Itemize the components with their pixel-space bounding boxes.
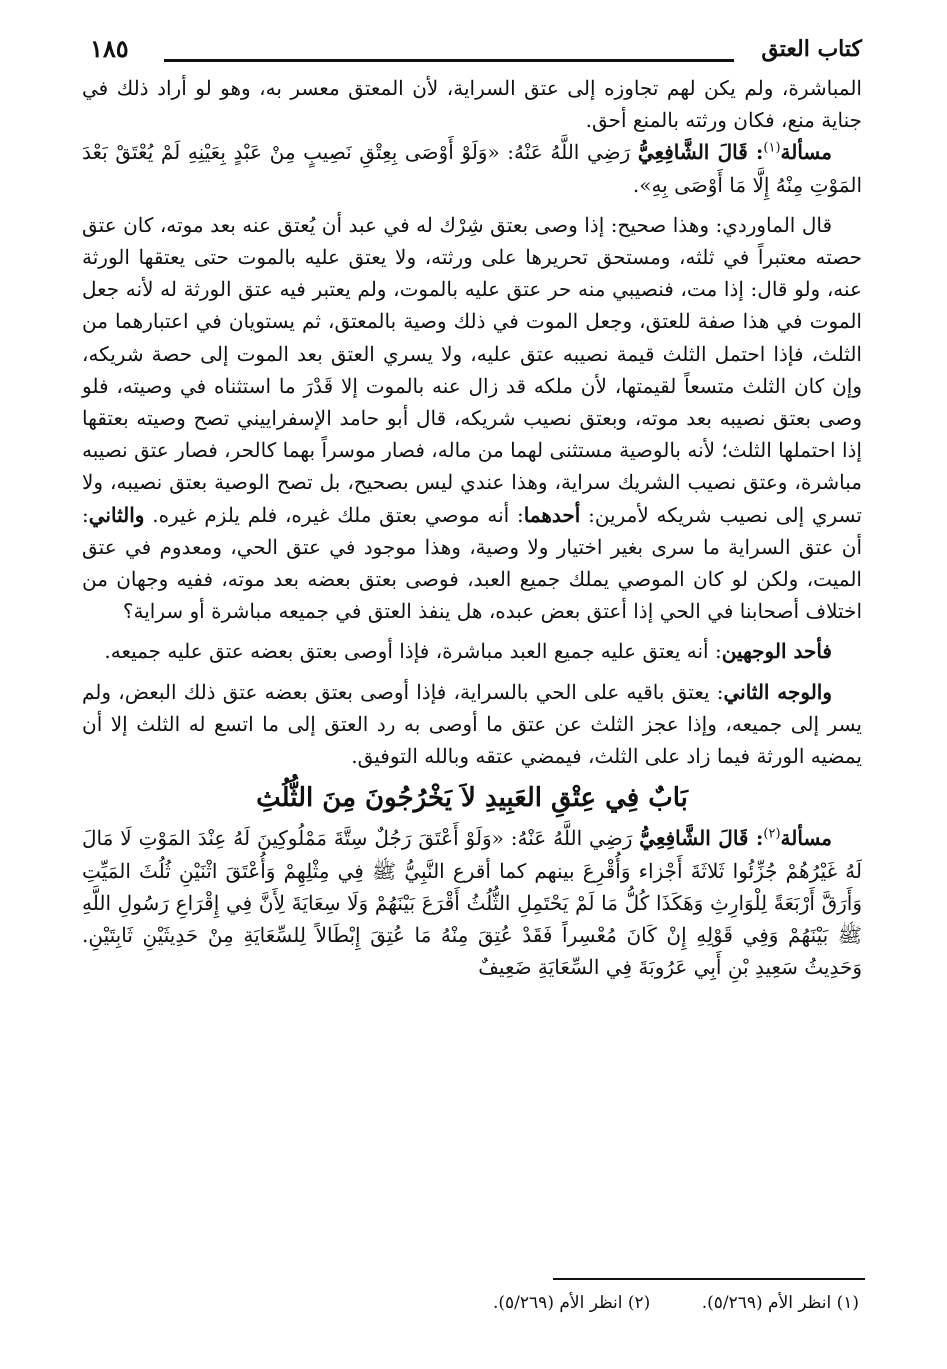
first-view-label: فأحد الوجهين: [721, 639, 832, 664]
commentary-text: قال الماوردي: وهذا صحيح: إذا وصى بعتق شِرْك له في عبد أن يُعتق عنه بعد موته، كان عتق حصته معتبراً في ثلثه، ومستحق تحريرها على ورثته، ولا يعتق عليه بالموت حتى يعتقها الورثة عنه، ولو قال: إذا مت، فنصيبي منه حر عتق عليه بالموت، ولم يعتبر فيه عتق الورثة له لأنه جعل الموت في هذا صفة للعتق، وجعل الموت في ذلك وصية بالمعتق، ثم يستويان في اعتبارهما من الثلث، فإذا احتمل الثلث قيمة نصيبه عتق عليه، ولا يسري العتق بعد الموت إلى حصة شريكه، وإن كان الثلث متسعاً لقيمتها، لأن ملكه قد زال عنه بالموت إلا قَدْرَ ما استثناه في وصيته، فلو وصى بعتق نصيبه بعد موته، وبعتق نصيب شريكه، قال أبو حامد الإسفراييني تصح وصيته بعتقها إذا احتملها الثلث؛ لأنه بالوصية مستثنى لهما من ماله، فصار موسراً بهما كالحر، فصار عتق نصيبه مباشرة، وعتق نصيب الشريك سراية، وهذا عندي ليس بصحيح، بل تصح الوصية بعتق نصيبه، ولا تسري إلى نصيب شريكه لأمرين:: [82, 212, 862, 527]
mawardi-commentary: [82, 209, 862, 628]
paragraph-text: المباشرة، ولم يكن لهم تجاوزه إلى عتق السراية، لأن المعتق معسر به، وهو لو أراد ذلك في جناية منع، فكان ورثته بالمنع أحق.: [82, 76, 862, 133]
masala-author: قَالَ الشَّافِعِيُّ: [639, 826, 749, 851]
header-rule: [164, 59, 734, 62]
footnote-ref-1[interactable]: (١): [763, 140, 781, 156]
footnote-rule: [553, 1278, 865, 1280]
book-page: [82, 28, 862, 983]
commentary-text: : أنه موصي بعتق ملك غيره، فلم يلزم غيره.: [144, 502, 524, 527]
paragraph-continuation: [82, 72, 862, 136]
commentary-text: : أن عتق السراية ما سرى بغير اختيار ولا وصية، وهذا موجود في عتق الحي، ومعدوم في عتق الميت، ولكن لو كان الموصي يملك جميع العبد، فوصى بعتق بعضه بعد موته، ففيه وجهان من اختلاف أصحابنا في الحي إذا أعتق بعض عبده، هل ينفذ العتق في جميعه مباشرة أو سراية؟: [82, 502, 862, 624]
chapter-title: كتاب العتق: [761, 36, 862, 62]
page-number: ١٨٥: [90, 34, 129, 63]
masala-quote: رَضِي اللَّهُ عَنْهُ: «وَلَوْ أَوْصَى بِعِتْقِ نَصِيبٍ مِنْ عَبْدٍ بِعَيْنِهِ لَمْ يُعْتَقْ بَعْدَ المَوْتِ مِنْهُ إِلَّا مَا أَوْصَى بِهِ».: [82, 140, 862, 197]
second-view-label: والوجه الثاني: [723, 679, 832, 704]
main-text: [82, 72, 862, 983]
footnote-2: (٢) انظر الأم (٥/٢٦٩).: [493, 1293, 651, 1313]
footnote-ref-2[interactable]: (٢): [763, 826, 781, 842]
masala-separator: :: [747, 140, 764, 165]
masala-label: مسألة: [780, 826, 832, 851]
masala-label: مسألة: [780, 140, 832, 165]
second-view-paragraph: [82, 676, 862, 773]
second-reason-label: والثاني: [88, 502, 145, 527]
first-view-text: : أنه يعتق عليه جميع العبد مباشرة، فإذا أوصى بعتق بعضه عتق عليه جميعه.: [104, 639, 722, 664]
footnotes: [79, 1293, 859, 1313]
section-heading: بَابٌ فِي عِتْقِ العَبِيدِ لاَ يَخْرُجُونَ مِنَ الثُّلُثِ: [256, 783, 688, 814]
footnote-1: (١) انظر الأم (٥/٢٦٩).: [701, 1293, 859, 1313]
masala-author: قَالَ الشَّافِعِيُّ: [637, 140, 748, 165]
running-header: [82, 28, 862, 72]
first-view-paragraph: [82, 635, 862, 667]
masala-one: [82, 136, 862, 200]
first-reason-label: أحدهما: [523, 502, 581, 527]
masala-quote: رَضِي اللَّهُ عَنْهُ: «وَلَوْ أَعْتَقَ رَجُلٌ سِتَّةَ مَمْلُوكِينَ لَهُ عِنْدَ المَوْتِ لَا مَالَ لَهُ غَيْرُهُمْ جُزِّئُوا ثَلاثَةَ أَجْزاء وَأُقْرِعَ بينهم كما أقرع النَّبِيُّ ﷺ فِي مِثْلِهِمْ وَأُعْتَقَ اثْنَيْنِ ثُلُثَ المَيِّتِ وَأَرَقَّ أَرْبَعَةً لِلْوَارِثِ وَهَكَذَا كُلُّ مَا لَمْ يَحْتَمِلِ الثُّلُثُ أَقْرَعَ بَيْنَهُمْ وَلَا سِعَايَةَ لِأَنَّ فِي إِقْرَاعِ رَسُولِ اللَّهِ ﷺ بَيْنَهُمْ وَفِي قَوْلِهِ إِنْ كَانَ مُعْسِراً فَقَدْ عُتِقَ مِنْهُ مَا عُتِقَ إِبْطَالاً لِلسِّعَايَةِ مِنْ حَدِيثَيْنِ ثَابِتَيْنِ. وَحَدِيثُ سَعِيدِ بْنِ أَبِي عَرُوبَةَ فِي السِّعَايَةِ ضَعِيفٌ: [82, 826, 862, 980]
masala-separator: :: [748, 826, 764, 851]
masala-two: [82, 822, 862, 983]
second-view-text: : يعتق باقيه على الحي بالسراية، فإذا أوصى بعتق بعضه عتق ذلك البعض، ولم يسر إلى جميعه، وإذا عجز الثلث عن عتق ما أوصى به رد العتق إلى ما اتسع له الثلث إلا أن يمضيه الورثة فيما زاد على الثلث، فيمضي عتقه وبالله التوفيق.: [82, 679, 862, 769]
